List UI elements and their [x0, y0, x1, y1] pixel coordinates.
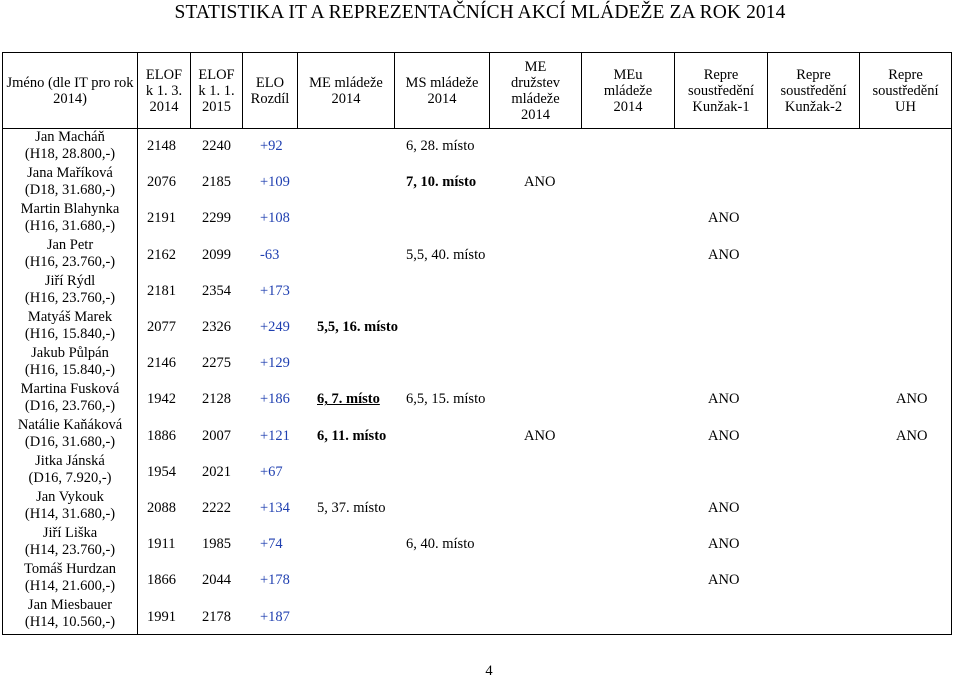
result-uh: ANO [896, 427, 928, 444]
athlete-name: Jakub Půlpán [31, 345, 109, 361]
result-k1: ANO [708, 500, 740, 516]
result-elof1: 1991 [147, 608, 176, 625]
athlete-name: Jiří Rýdl [44, 273, 96, 289]
result-elof2: 1985 [202, 536, 231, 553]
athlete-category: (H16, 23.760,-) [24, 290, 116, 306]
athlete-name-cell [3, 129, 137, 165]
result-diff: +129 [260, 355, 290, 372]
athlete-category: (D16, 31.680,-) [24, 434, 116, 450]
athlete-name: Martina Fusková [20, 381, 120, 397]
header-elof-2015-line1: ELOF [198, 66, 235, 83]
athlete-category: (D16, 7.920,-) [28, 470, 112, 486]
result-me: 6, 11. místo [317, 427, 387, 444]
result-row [139, 608, 960, 626]
result-elof1: 2191 [147, 210, 176, 227]
result-diff: +134 [260, 500, 290, 516]
header-name-label: Jméno (dle IT pro rok 2014) [6, 74, 134, 107]
result-elof1: 2162 [147, 246, 176, 263]
result-row [139, 137, 960, 155]
header-elof-2014 [138, 53, 191, 129]
result-ms: 6, 28. místo [406, 138, 475, 154]
result-elof2: 2128 [202, 391, 231, 408]
result-row [139, 390, 960, 408]
result-elof2: 2099 [202, 246, 231, 263]
result-row [139, 246, 960, 264]
result-row [139, 535, 960, 553]
result-elof2: 2275 [202, 355, 231, 372]
result-k1: ANO [708, 427, 740, 444]
athlete-category: (H16, 31.680,-) [24, 218, 116, 234]
results-area [139, 128, 960, 634]
header-kunzak-2-line1: Repre [796, 66, 831, 83]
athlete-name-cell [3, 561, 137, 597]
header-elo-diff [243, 53, 298, 129]
athlete-name: Jan Vykouk [36, 489, 104, 505]
header-uh [860, 53, 952, 129]
athlete-name-cell [3, 273, 137, 309]
header-elo-diff-line2: Rozdíl [250, 90, 290, 107]
header-me-team [490, 53, 582, 129]
athlete-category: (H14, 31.680,-) [24, 506, 116, 522]
athlete-name: Martin Blahynka [20, 201, 120, 217]
result-row [139, 499, 960, 517]
result-elof1: 1866 [147, 572, 176, 589]
result-elof1: 1942 [147, 391, 176, 408]
result-ms: 7, 10. místo [406, 174, 477, 191]
header-me-line2: 2014 [331, 90, 361, 107]
result-ms: 6,5, 15. místo [406, 391, 486, 408]
result-diff: +74 [260, 536, 283, 553]
result-ms: 6, 40. místo [406, 536, 475, 553]
result-k1: ANO [708, 572, 740, 589]
athlete-name-cell [3, 165, 137, 201]
result-diff: -63 [260, 246, 280, 263]
athlete-name-cell [3, 237, 137, 273]
header-uh-line1: Repre [888, 66, 923, 83]
header-meu-line2: mládeže [603, 82, 653, 99]
athlete-name-cell [3, 201, 137, 237]
result-elof2: 2007 [202, 427, 231, 444]
result-elof2: 2044 [202, 572, 231, 589]
header-row [3, 53, 952, 129]
header-elof-2015-line3: 2015 [202, 98, 231, 115]
result-elof1: 1911 [147, 536, 176, 553]
athlete-name: Jan Macháň [35, 129, 105, 145]
header-name [3, 53, 138, 129]
header-elof-2015 [191, 53, 243, 129]
athlete-name-cell [3, 453, 137, 489]
result-row [139, 173, 960, 191]
athlete-name-cell [3, 525, 137, 561]
header-ms [395, 53, 490, 129]
result-elof2: 2222 [202, 500, 231, 516]
result-me: 5, 37. místo [317, 500, 386, 516]
result-diff: +67 [260, 463, 283, 480]
result-row [139, 463, 960, 481]
result-row [139, 427, 960, 445]
result-diff: +92 [260, 138, 283, 154]
result-elof2: 2178 [202, 608, 231, 625]
header-ms-line1: MS mládeže [405, 74, 479, 91]
page-title: STATISTIKA IT A REPREZENTAČNÍCH AKCÍ MLÁDEŽE ZA ROK 2014 [174, 2, 786, 23]
result-elof2: 2299 [202, 210, 231, 227]
athlete-category: (H16, 23.760,-) [24, 254, 116, 270]
result-elof2: 2021 [202, 463, 231, 480]
athlete-name: Jan Miesbauer [27, 597, 113, 613]
athlete-name-cell [3, 381, 137, 417]
result-row [139, 571, 960, 589]
header-kunzak-2-line2: soustředění [780, 82, 847, 99]
result-me: 5,5, 16. místo [317, 319, 398, 335]
header-me-line1: ME mládeže [309, 74, 383, 91]
result-elof1: 1886 [147, 427, 176, 444]
result-elof2: 2240 [202, 138, 231, 154]
athlete-name: Jana Maříková [27, 165, 113, 181]
result-k1: ANO [708, 246, 740, 263]
header-kunzak-1-line1: Repre [703, 66, 739, 83]
result-k1: ANO [708, 210, 740, 227]
result-row [139, 354, 960, 372]
result-k1: ANO [708, 391, 740, 408]
result-elof2: 2354 [202, 282, 231, 299]
header-uh-line3: UH [895, 98, 916, 115]
result-diff: +178 [260, 572, 290, 589]
result-diff: +121 [260, 427, 290, 444]
header-elof-2015-line2: k 1. 1. [198, 82, 235, 99]
header-me-team-line1: ME [524, 58, 547, 75]
athlete-name: Tomáš Hurdzan [24, 561, 116, 577]
result-elof1: 2181 [147, 282, 176, 299]
athlete-category: (H16, 15.840,-) [24, 326, 116, 342]
athlete-name: Jiří Liška [42, 525, 98, 541]
result-row [139, 318, 960, 336]
result-elof1: 2146 [147, 355, 176, 372]
header-kunzak-2 [768, 53, 860, 129]
result-me-team: ANO [524, 427, 556, 444]
athlete-category: (H14, 21.600,-) [24, 578, 116, 594]
athlete-name-cell [3, 309, 137, 345]
header-meu-line3: 2014 [613, 98, 643, 115]
result-row [139, 282, 960, 300]
result-diff: +186 [260, 391, 290, 408]
header-elof-2014-line3: 2014 [149, 98, 179, 115]
header-elof-2014-line2: k 1. 3. [145, 82, 183, 99]
result-uh: ANO [896, 391, 928, 408]
result-diff: +249 [260, 319, 290, 335]
header-kunzak-1-line3: Kunžak-1 [692, 98, 750, 115]
athlete-name-cell [3, 345, 137, 381]
athlete-category: (H14, 10.560,-) [24, 614, 116, 630]
names-list [3, 129, 137, 633]
result-diff: +173 [260, 282, 290, 299]
athlete-name: Jitka Jánská [35, 453, 105, 469]
header-elo-diff-line1: ELO [255, 74, 285, 91]
result-k1: ANO [708, 536, 740, 553]
header-me-team-line4: 2014 [521, 106, 550, 123]
result-me: 6, 7. místo [317, 391, 380, 408]
result-elof1: 2076 [147, 174, 176, 191]
result-elof2: 2185 [202, 174, 231, 191]
result-row [139, 209, 960, 227]
header-kunzak-1 [675, 53, 768, 129]
result-elof1: 2088 [147, 500, 176, 516]
athlete-category: (D16, 23.760,-) [24, 398, 116, 414]
athlete-name: Jan Petr [46, 237, 94, 253]
result-elof1: 2077 [147, 319, 176, 335]
athlete-name-cell [3, 417, 137, 453]
header-me-team-line3: mládeže [511, 90, 560, 107]
athlete-name: Natálie Kaňáková [17, 417, 123, 433]
result-me-team: ANO [524, 174, 556, 191]
result-diff: +187 [260, 608, 290, 625]
athlete-name: Matyáš Marek [27, 309, 113, 325]
athlete-name-cell [3, 597, 137, 633]
header-ms-line2: 2014 [427, 90, 457, 107]
header-kunzak-2-line3: Kunžak-2 [784, 98, 843, 115]
result-elof2: 2326 [202, 319, 231, 335]
result-elof1: 1954 [147, 463, 176, 480]
result-diff: +108 [260, 210, 290, 227]
header-uh-line2: soustředění [872, 82, 939, 99]
result-elof1: 2148 [147, 138, 176, 154]
athlete-name-cell [3, 489, 137, 525]
result-ms: 5,5, 40. místo [406, 246, 486, 263]
header-kunzak-1-line2: soustředění [687, 82, 755, 99]
athlete-category: (D18, 31.680,-) [24, 182, 116, 198]
athlete-category: (H16, 15.840,-) [24, 362, 116, 378]
result-diff: +109 [260, 174, 290, 191]
names-column [3, 129, 138, 635]
header-me [298, 53, 395, 129]
header-meu-line1: MEu [613, 66, 643, 83]
athlete-category: (H18, 28.800,-) [24, 146, 116, 162]
athlete-category: (H14, 23.760,-) [24, 542, 116, 558]
header-elof-2014-line1: ELOF [145, 66, 183, 83]
header-me-team-line2: družstev [510, 74, 561, 91]
page-number: 4 [485, 663, 493, 679]
header-meu [582, 53, 675, 129]
